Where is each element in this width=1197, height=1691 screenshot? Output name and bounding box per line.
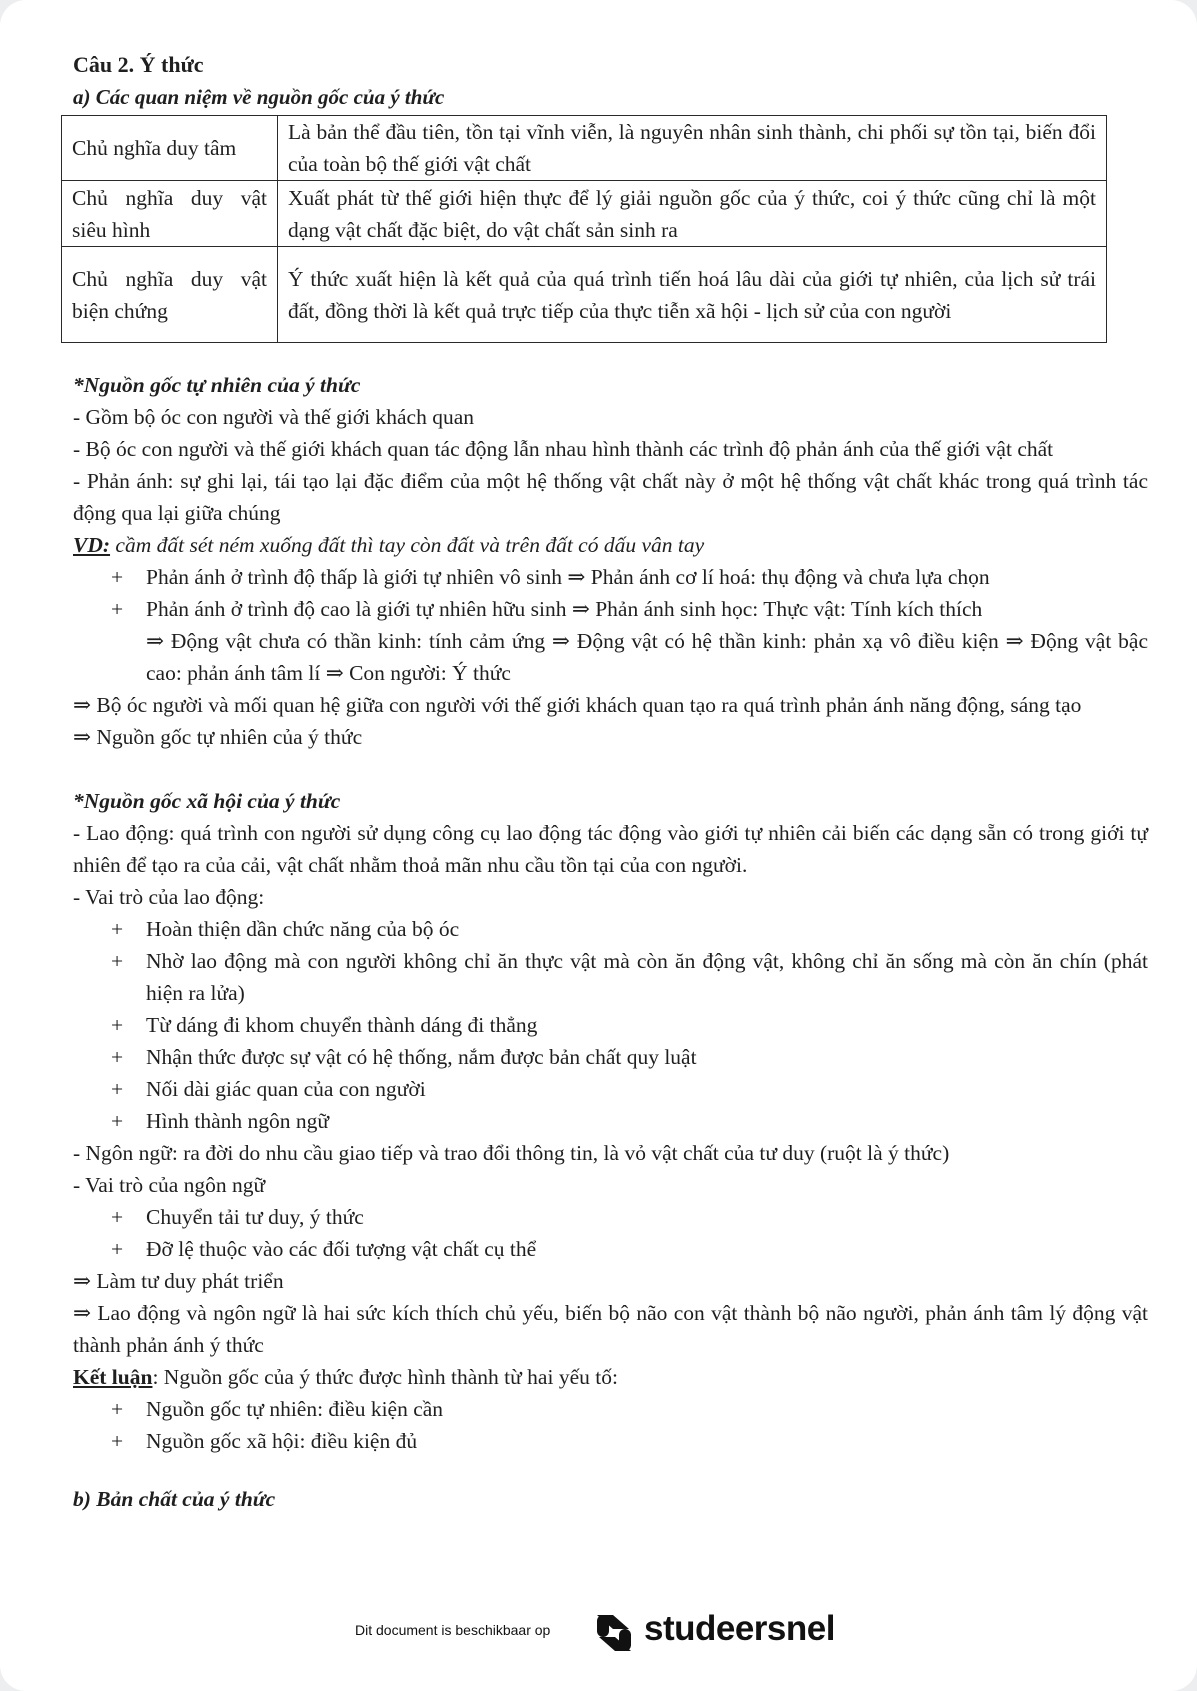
question-title: Câu 2. Ý thức (73, 52, 204, 77)
bullet-item: + Từ dáng đi khom chuyển thành dáng đi thẳng (73, 1009, 1148, 1041)
bullet-item: + Phản ánh ở trình độ cao là giới tự nhiên hữu sinh ⇒ Phản ánh sinh học: Thực vật: Tính kích thích (73, 593, 1148, 625)
bullet-item: + Hoàn thiện dần chức năng của bộ óc (73, 913, 1148, 945)
paragraph: - Phản ánh: sự ghi lại, tái tạo lại đặc điểm của một hệ thống vật chất này ở một hệ thống vật chất khác trong quá trình tác động qua lại giữa chúng (73, 469, 1148, 525)
paragraph: - Bộ óc con người và thế giới khách quan tác động lẫn nhau hình thành các trình độ phản ánh của thế giới vật chất (73, 437, 1054, 461)
paragraph: - Vai trò của lao động: (73, 885, 265, 909)
paragraph: - Vai trò của ngôn ngữ (73, 1173, 266, 1197)
example-label: VD: (73, 533, 111, 557)
section-a-heading: a) Các quan niệm về nguồn gốc của ý thức (73, 85, 445, 109)
section-b-heading: b) Bản chất của ý thức (73, 1487, 276, 1511)
table-cell-school: Chủ nghĩa duy vật biện chứng (62, 247, 278, 343)
conclusion-label: Kết luận (73, 1365, 153, 1389)
paragraph: - Ngôn ngữ: ra đời do nhu cầu giao tiếp và trao đổi thông tin, là vỏ vật chất của tư duy (ruột là ý thức) (73, 1141, 950, 1165)
paragraph: ⇒ Nguồn gốc tự nhiên của ý thức (73, 725, 363, 749)
studeersnel-logo-icon[interactable] (591, 1609, 637, 1657)
bullet-item: + Nối dài giác quan của con người (73, 1073, 1148, 1105)
social-origin-heading: *Nguồn gốc xã hội của ý thức (73, 789, 341, 813)
paragraph: ⇒ Lao động và ngôn ngữ là hai sức kích thích chủ yếu, biến bộ não con vật thành bộ não người, phản ánh tâm lý động vật thành phản ánh ý thức (73, 1301, 1148, 1357)
conclusion-text: : Nguồn gốc của ý thức được hình thành từ hai yếu tố: (152, 1365, 618, 1389)
footer-note: Dit document is beschikbaar op (355, 1622, 551, 1638)
example-text: cầm đất sét ném xuống đất thì tay còn đất và trên đất có dấu vân tay (110, 533, 705, 557)
footer-banner (0, 1603, 1197, 1659)
bullet-item: + Hình thành ngôn ngữ (73, 1105, 1148, 1137)
table-cell-school: Chủ nghĩa duy vật siêu hình (62, 181, 278, 247)
table-cell-view: Xuất phát từ thế giới hiện thực để lý giải nguồn gốc của ý thức, coi ý thức cũng chỉ là một dạng vật chất đặc biệt, do vật chất sản sinh ra (278, 181, 1107, 247)
studeersnel-brand-link[interactable]: studeersnel (644, 1609, 835, 1648)
bullet-item: + Nhận thức được sự vật có hệ thống, nắm được bản chất quy luật (73, 1041, 1148, 1073)
table-cell-school: Chủ nghĩa duy tâm (62, 116, 278, 181)
table-cell-view: Ý thức xuất hiện là kết quả của quá trình tiến hoá lâu dài của giới tự nhiên, của lịch sử trái đất, đồng thời là kết quả trực tiếp của thực tiễn xã hội - lịch sử của con người (278, 247, 1107, 343)
paragraph: - Gồm bộ óc con người và thế giới khách quan (73, 405, 474, 429)
origins-table (61, 115, 1107, 343)
paragraph: ⇒ Bộ óc người và mối quan hệ giữa con người với thế giới khách quan tạo ra quá trình phản ánh năng động, sáng tạo (73, 693, 1082, 717)
table-row (62, 181, 1107, 247)
bullet-item: + Chuyển tải tư duy, ý thức (73, 1201, 1148, 1233)
bullet-item: + Nhờ lao động mà con người không chỉ ăn thực vật mà còn ăn động vật, không chỉ ăn sống mà còn ăn chín (phát hiện ra lửa) (73, 945, 1148, 1009)
table-row (62, 247, 1107, 343)
table-cell-view: Là bản thể đầu tiên, tồn tại vĩnh viễn, là nguyên nhân sinh thành, chi phối sự tồn tại, biến đổi của toàn bộ thế giới vật chất (278, 116, 1107, 181)
bullet-item: + Phản ánh ở trình độ thấp là giới tự nhiên vô sinh ⇒ Phản ánh cơ lí hoá: thụ động và chưa lựa chọn (73, 561, 1148, 593)
paragraph: - Lao động: quá trình con người sử dụng công cụ lao động tác động vào giới tự nhiên cải biến các dạng sẵn có trong giới tự nhiên để tạo ra của cải, vật chất nhằm thoả mãn nhu cầu tồn tại của con người. (73, 821, 1148, 877)
bullet-item: + Nguồn gốc tự nhiên: điều kiện cần (73, 1393, 1148, 1425)
bullet-item: + Nguồn gốc xã hội: điều kiện đủ (73, 1425, 1148, 1457)
table-row (62, 116, 1107, 181)
bullet-item: + Đỡ lệ thuộc vào các đối tượng vật chất cụ thể (73, 1233, 1148, 1265)
natural-origin-heading: *Nguồn gốc tự nhiên của ý thức (73, 373, 361, 397)
bullet-continuation: ⇒ Động vật chưa có thần kinh: tính cảm ứng ⇒ Động vật có hệ thần kinh: phản xạ vô điều kiện ⇒ Động vật bậc cao: phản ánh tâm lí ⇒ Con người: Ý thức (146, 629, 1148, 685)
paragraph: ⇒ Làm tư duy phát triển (73, 1269, 284, 1293)
example-line (73, 529, 1148, 561)
document-content (73, 48, 1148, 1515)
conclusion-line (73, 1361, 1148, 1393)
